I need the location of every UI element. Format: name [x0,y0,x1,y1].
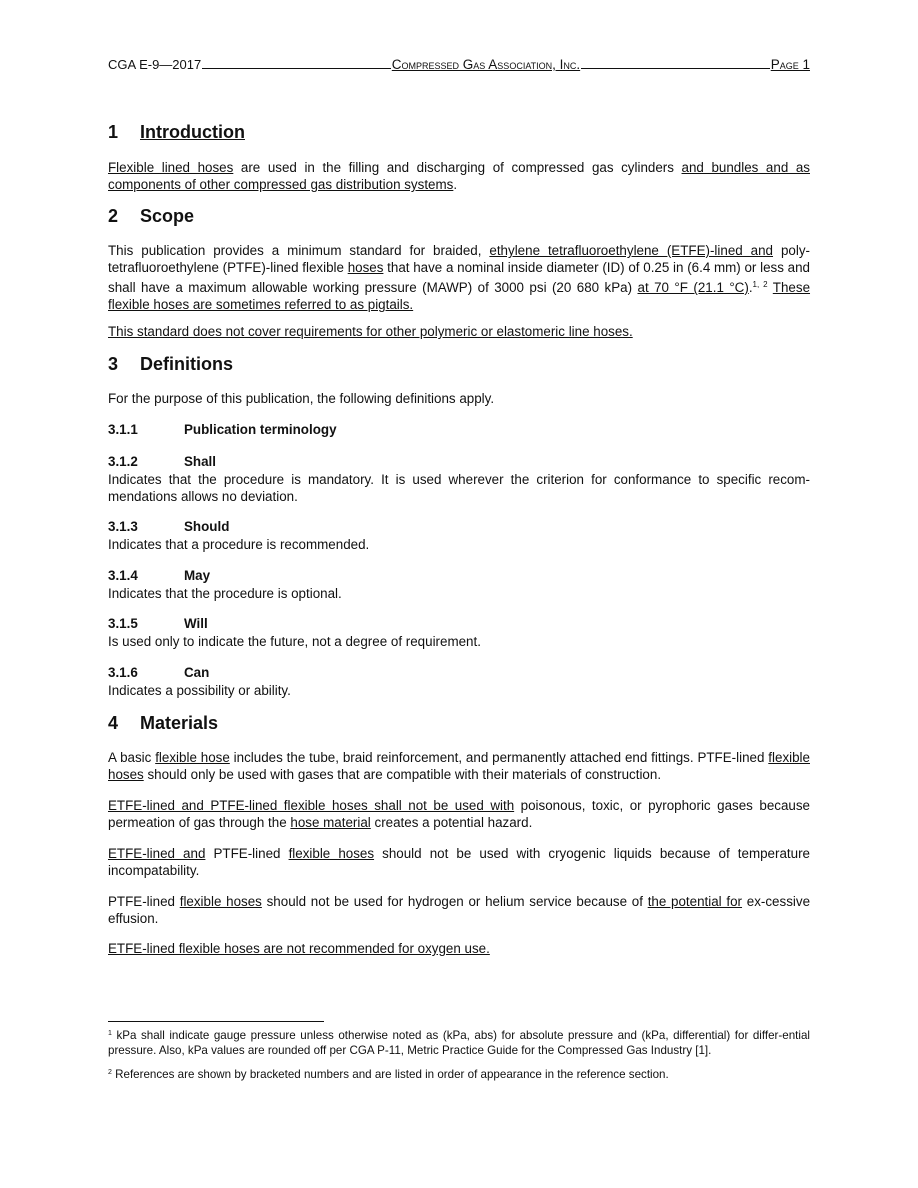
text-run: . [748,280,753,295]
section-title: Materials [140,713,219,733]
materials-paragraph-1 [108,749,810,783]
text-run: ETFE-lined and [108,846,206,861]
text-run: These flexible hoses are sometimes referred to as pigtails. [108,280,811,312]
definition-term: Should [184,519,230,534]
footnote-text: References are shown by bracketed numbers and are listed in order of appearance in the reference section. [111,1068,669,1081]
footnote-reference: 1, 2 [752,280,768,289]
definition-number: 3.1.3 [108,519,138,534]
text-run: Flexible lined hoses [108,160,234,175]
text-run: at 70 °F (21.1 °C) [637,280,749,295]
definition-term: Shall [184,454,216,469]
definition-number: 3.1.2 [108,454,138,469]
text-run: This publication provides a minimum standard for braided, [108,243,490,258]
header-publisher: Compressed Gas Association, Inc. [391,57,581,72]
footnote-separator [108,1021,324,1022]
text-run: poly-tetrafluoroethylene (PTFE)-lined flexible [108,243,810,275]
section-heading-scope [108,206,194,227]
definition-text: Is used only to indicate the future, not a degree of requirement. [108,634,481,649]
materials-paragraph-4 [108,893,810,927]
text-run: should not be used for hydrogen or helium service because of [261,894,648,909]
scope-exclusion-paragraph [108,323,810,340]
definition-number: 3.1.1 [108,422,138,437]
header-rule [202,68,391,69]
text-run: PTFE-lined [205,846,289,861]
text-run: should only be used with gases that are compatible with their materials of construction. [143,767,662,782]
text-run: PTFE-lined [108,894,180,909]
text-run: ex-cessive effusion. [108,894,811,926]
definition-heading [108,422,337,437]
definition-text: Indicates that the procedure is optional. [108,586,342,601]
text-run: flexible hoses [179,894,262,909]
section-heading-introduction [108,122,245,143]
materials-paragraph-3 [108,845,810,879]
definition-heading [108,665,209,680]
header-rule [581,68,770,69]
text-run: are used in the filling and discharging of compressed gas cylinders [233,160,682,175]
text-run: flexible hoses [288,846,375,861]
definition-term: May [184,568,211,583]
definition-number: 3.1.5 [108,616,138,631]
text-run: ETFE-lined and PTFE-lined flexible hoses shall not be used with [108,798,515,813]
section-number: 1 [108,122,119,142]
text-run: the potential for [647,894,743,909]
section-heading-definitions [108,354,233,375]
footnote-mark: 1 [108,1030,112,1037]
text-run: that have a nominal inside diameter (ID) of 0.25 in (6.4 mm) or less and shall have a maximum allowable working pressure (MAWP) of 3000 psi (20 680 kPa) [108,260,811,295]
header-page-number: Page 1 [770,57,810,72]
definition-term: Can [184,665,210,680]
definition-term: Publication terminology [184,422,337,437]
text-run: and bundles and as components of other compressed gas distribution systems [108,160,810,192]
materials-paragraph-5 [108,940,810,957]
text-run: flexible hose [155,750,230,765]
section-number: 3 [108,354,119,374]
definition-heading [108,568,210,583]
text-run: A basic [108,750,156,765]
introduction-paragraph [108,159,810,193]
text-run: hose material [290,815,371,830]
footnote-text: kPa shall indicate gauge pressure unless otherwise noted as (kPa, abs) for absolute pressure and (kPa, differential) for differ-ential pressure. Also, kPa values are rounded off per CGA P-11, Metric Practice Guide for the Compressed Gas Industry [1]. [108,1029,810,1057]
scope-paragraph [108,242,810,313]
footnote-1 [108,1026,810,1058]
definition-heading [108,454,216,469]
text-run: poisonous, toxic, or pyrophoric gases because permeation of gas through the [108,798,810,830]
definition-number: 3.1.6 [108,665,138,680]
text-run: . [453,177,458,192]
definition-term: Will [184,616,208,631]
definition-text: Indicates that the procedure is mandatory. It is used wherever the criterion for conformance to specific recom-mendations allows no deviation. [108,472,810,504]
text-run: hoses [347,260,384,275]
section-number: 4 [108,713,119,733]
text-run: should not be used with cryogenic liquids because of temperature incompatability. [108,846,810,878]
text-run: ethylene tetrafluoroethylene (ETFE)-lined and [489,243,774,258]
materials-paragraph-2 [108,797,810,831]
definition-number: 3.1.4 [108,568,138,583]
text-run: ETFE-lined flexible hoses are not recommended for oxygen use. [108,941,490,956]
header-doc-id: CGA E-9—2017 [108,57,202,72]
definition-heading [108,519,229,534]
definition-heading [108,616,208,631]
section-number: 2 [108,206,119,226]
definition-text: Indicates that a procedure is recommended. [108,537,370,552]
footnote-2 [108,1065,810,1082]
section-title: Definitions [140,354,233,374]
text-run: creates a potential hazard. [370,815,533,830]
running-header [108,54,810,72]
section-title: Scope [140,206,195,226]
footnote-mark: 2 [108,1069,112,1076]
text-run: flexible hoses [108,750,810,782]
text-run: This standard does not cover requirements for other polymeric or elastomeric line hoses. [108,324,633,339]
definitions-intro: For the purpose of this publication, the following definitions apply. [108,391,495,406]
definition-text: Indicates a possibility or ability. [108,683,291,698]
text-run: includes the tube, braid reinforcement, and permanently attached end fittings. PTFE-lined [229,750,769,765]
section-heading-materials [108,713,218,734]
section-title: Introduction [140,122,245,142]
